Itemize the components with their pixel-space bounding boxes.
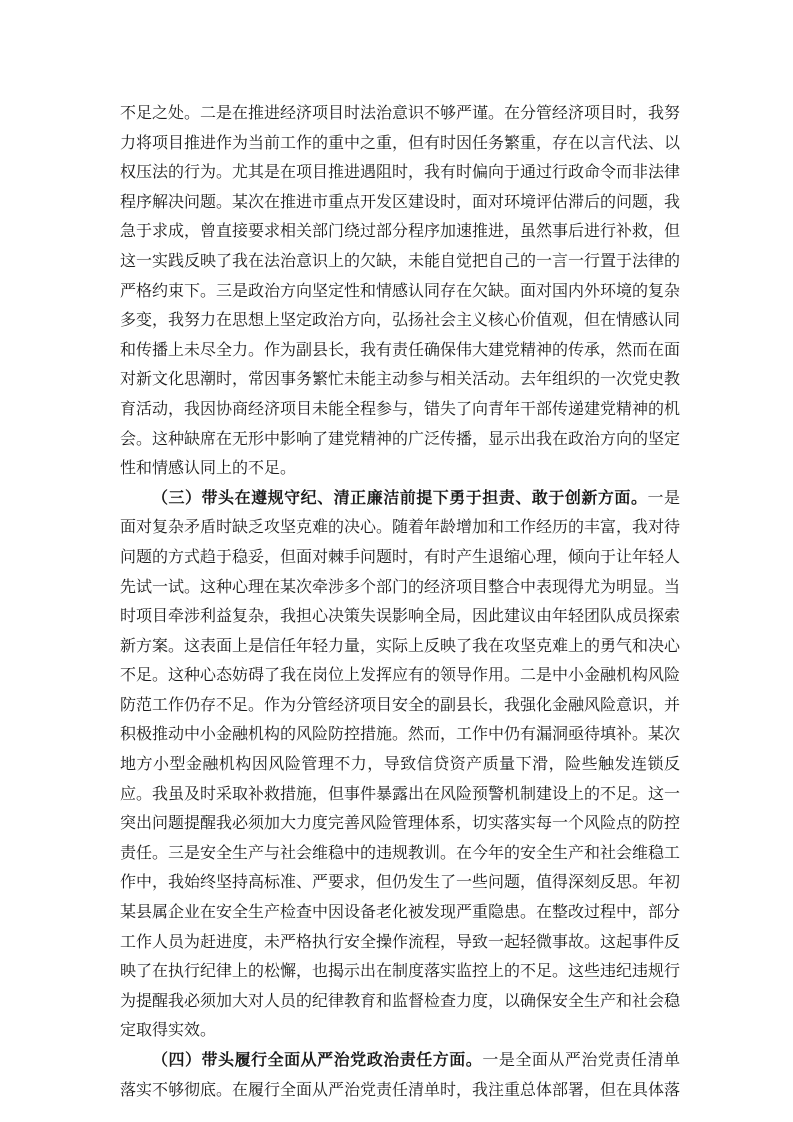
paragraph-1-text: 不足之处。二是在推进经济项目时法治意识不够严谨。在分管经济项目时，我努力将项目推进作为当前工作的重中之重，但有时因任务繁重，存在以言代法、以权压法的行为。尤其是在项目推进遇阻时，我有时偏向于通过行政命令而非法律程序解决问题。某次在推进市重点开发区建设时，面对环境评估滞后的问题，我急于求成，曾直接要求相关部门绕过部分程序加速推进，虽然事后进行补救，但这一实践反映了我在法治意识上的欠缺，未能自觉把自己的一言一行置于法律的严格约束下。三是政治方向坚定性和情感认同存在欠缺。面对国内外环境的复杂多变，我努力在思想上坚定政治方向，弘扬社会主义核心价值观，但在情感认同和传播上未尽全力。作为副县长，我有责任确保伟大建党精神的传承，然而在面对新文化思潮时，常因事务繁忙未能主动参与相关活动。去年组织的一次党史教育活动，我因协商经济项目未能全程参与，错失了向青年干部传递建党精神的机会。这种缺席在无形中影响了建党精神的广泛传播，显示出我在政治方向的坚定性和情感认同上的不足。 — [120, 103, 681, 478]
paragraph-3 — [120, 1045, 680, 1104]
section-three-heading: （三）带头在遵规守纪、清正廉洁前提下勇于担责、敢于创新方面。 — [152, 487, 648, 507]
document-body — [120, 98, 680, 1104]
paragraph-3-text: 一是全面从严治党责任清单落实不够彻底。在履行全面从严治党责任清单时，我注重总体部署，但在具体落 — [120, 1050, 681, 1099]
paragraph-2-text: 一是面对复杂矛盾时缺乏攻坚克难的决心。随着年龄增加和工作经历的丰富，我对待问题的方式趋于稳妥，但面对棘手问题时，有时产生退缩心理，倾向于让年轻人先试一试。这种心理在某次牵涉多个部门的经济项目整合中表现得尤为明显。当时项目牵涉利益复杂，我担心决策失误影响全局，因此建议由年轻团队成员探索新方案。这表面上是信任年轻力量，实际上反映了我在攻坚克难上的勇气和决心不足。这种心态妨碍了我在岗位上发挥应有的领导作用。二是中小金融机构风险防范工作仍存不足。作为分管经济项目安全的副县长，我强化金融风险意识，并积极推动中小金融机构的风险防控措施。然而，工作中仍有漏洞亟待填补。某次地方小型金融机构因风险管理不力，导致信贷资产质量下滑，险些触发连锁反应。我虽及时采取补救措施，但事件暴露出在风险预警机制建设上的不足。这一突出问题提醒我必须加大力度完善风险管理体系，切实落实每一个风险点的防控责任。三是安全生产与社会维稳中的违规教训。在今年的安全生产和社会维稳工作中，我始终坚持高标准、严要求，但仍发生了一些问题，值得深刻反思。年初某县属企业在安全生产检查中因设备老化被发现严重隐患。在整改过程中，部分工作人员为赶进度，未严格执行安全操作流程，导致一起轻微事故。这起事件反映了在执行纪律上的松懈，也揭示出在制度落实监控上的不足。这些违纪违规行为提醒我必须加大对人员的纪律教育和监督检查力度，以确保安全生产和社会稳定取得实效。 — [120, 487, 681, 1040]
section-four-heading: （四）带头履行全面从严治党政治责任方面。 — [152, 1050, 483, 1069]
paragraph-2 — [120, 483, 680, 1045]
paragraph-1 — [120, 98, 680, 483]
